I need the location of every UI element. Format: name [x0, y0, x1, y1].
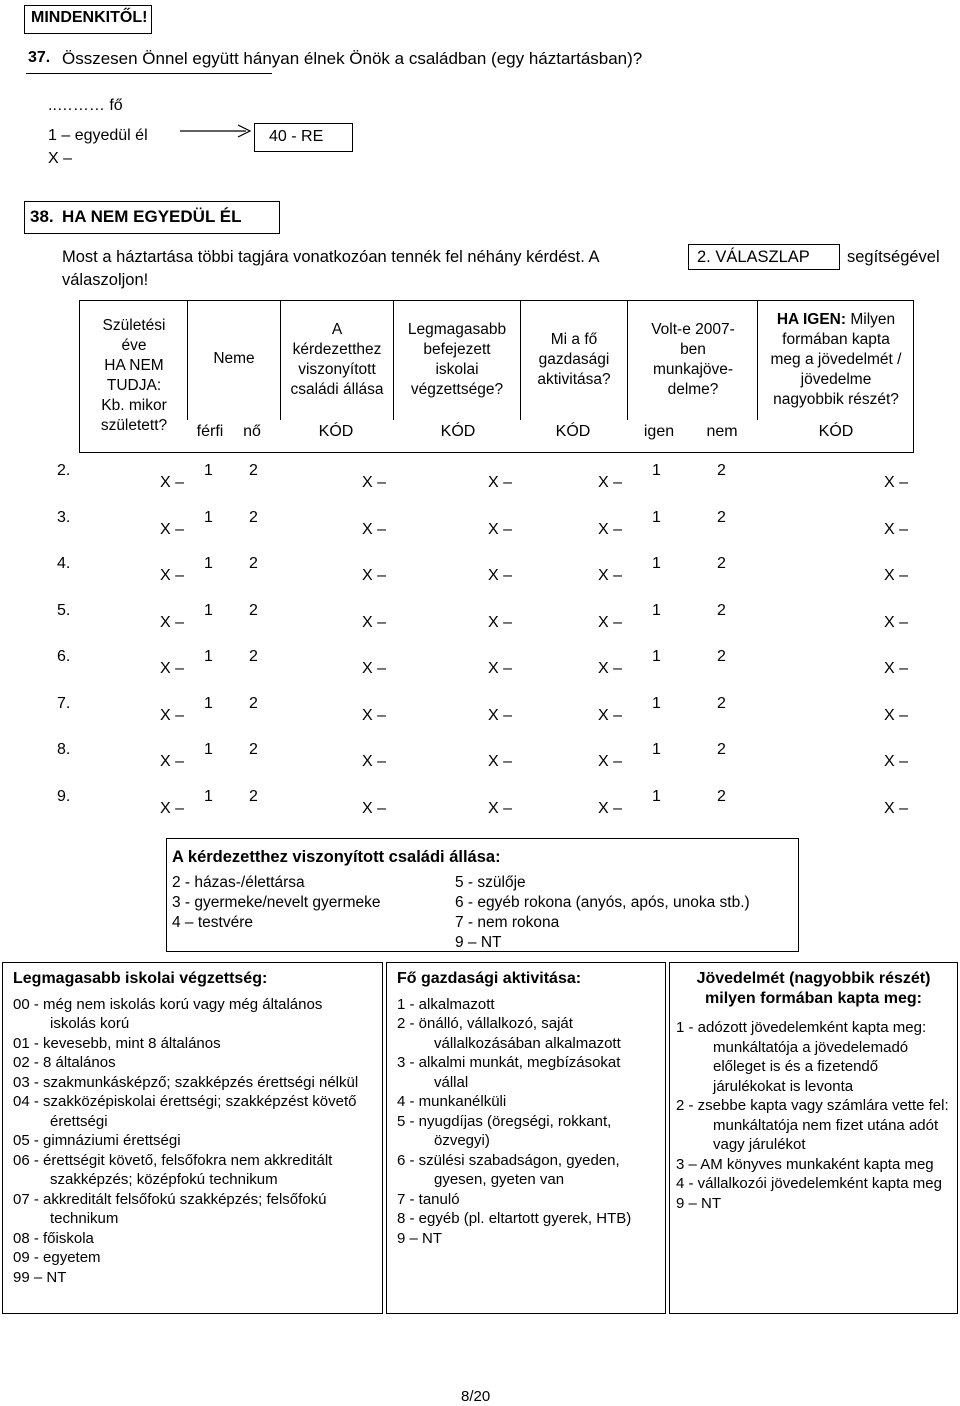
relation-legend-title: A kérdezetthez viszonyított családi állása:: [172, 848, 501, 866]
activity-legend: [386, 962, 666, 1314]
relation-code-field[interactable]: X –: [362, 474, 387, 491]
header-activity: Mi a fő gazdasági aktivitása?: [537, 331, 611, 388]
education-legend-title: Legmagasabb iskolai végzettség:: [13, 970, 268, 987]
education-legend-item: 01 - kevesebb, mint 8 általános: [13, 1034, 221, 1052]
activity-legend-item: 6 - szülési szabadságon, gyeden, gyesen, gyeten van: [397, 1151, 620, 1188]
income-form-code-field[interactable]: X –: [884, 567, 909, 584]
birth-year-field[interactable]: X –: [160, 753, 185, 770]
income-legend-item: 4 - vállalkozói jövedelemként kapta meg: [676, 1175, 942, 1192]
q37-persons: ..……… fő: [48, 97, 123, 114]
education-legend-item: 04 - szakközépiskolai érettségi; szakképzést követő érettségi: [13, 1093, 357, 1130]
q37-number: 37.: [28, 49, 51, 66]
row-number: 6.: [57, 648, 71, 665]
income-yes-option[interactable]: 1: [652, 508, 661, 526]
income-yes-option[interactable]: 1: [652, 648, 661, 665]
education-code-field[interactable]: X –: [488, 706, 513, 724]
income-legend-item: 2 - zsebbe kapta vagy számlára vette fel: munkáltatója nem fizet utána adót vagy járulékot: [676, 1097, 949, 1153]
education-legend-item: 99 – NT: [13, 1268, 67, 1286]
relation-legend-left: 2 - házas-/élettársa 3 - gyermeke/nevelt gyermeke 4 – testvére: [172, 874, 381, 931]
row-number: 5.: [57, 601, 71, 619]
unit-yes: igen: [643, 423, 675, 440]
income-form-code-field[interactable]: X –: [884, 520, 909, 538]
row-number: 7.: [57, 694, 71, 712]
income-yes-option[interactable]: 1: [652, 741, 661, 758]
education-legend-item: 00 - még nem iskolás korú vagy még általános iskolás korú: [13, 995, 323, 1032]
unit-code-activity: KÓD: [555, 423, 591, 440]
sex-female-option[interactable]: 2: [249, 508, 258, 526]
activity-legend-item: 8 - egyéb (pl. eltartott gyerek, HTB): [397, 1210, 632, 1227]
unit-male: férfi: [196, 423, 224, 440]
header-birth-year: Születési éve HA NEM TUDJA: Kb. mikor született?: [100, 317, 168, 434]
relation-code-field[interactable]: X –: [362, 567, 387, 584]
q37-text: Összesen Önnel együtt hányan élnek Önök a családban (egy háztartásban)?: [62, 49, 643, 68]
sex-male-option[interactable]: 1: [204, 787, 213, 805]
row-number: 4.: [57, 555, 71, 572]
unit-code-relation: KÓD: [318, 423, 354, 440]
education-code-field[interactable]: X –: [488, 474, 513, 491]
education-code-field[interactable]: X –: [488, 520, 513, 538]
relation-code-field[interactable]: X –: [362, 660, 387, 677]
income-form-code-field[interactable]: X –: [884, 753, 909, 770]
relation-code-field[interactable]: X –: [362, 613, 387, 631]
sex-female-option[interactable]: 2: [249, 601, 258, 619]
education-legend-item: 03 - szakmunkásképző; szakképzés érettségi nélkül: [13, 1073, 359, 1091]
activity-code-field[interactable]: X –: [598, 520, 623, 538]
row-number: 3.: [57, 508, 71, 526]
reminder-label: MINDENKITŐL!: [31, 9, 148, 26]
unit-code-income: KÓD: [818, 423, 854, 440]
unit-no: nem: [706, 423, 738, 440]
row-number: 2.: [57, 462, 71, 479]
education-legend-item: 08 - főiskola: [13, 1229, 94, 1247]
education-code-field[interactable]: X –: [488, 799, 513, 817]
education-legend-item: 09 - egyetem: [13, 1249, 101, 1266]
birth-year-field[interactable]: X –: [160, 613, 185, 631]
q38-number: 38.: [30, 207, 54, 226]
education-code-field[interactable]: X –: [488, 567, 513, 584]
income-no-option[interactable]: 2: [717, 462, 726, 479]
education-legend-item: 07 - akkreditált felsőfokú szakképzés; felsőfokú technikum: [13, 1190, 327, 1227]
header-education: Legmagasabb befejezett iskolai végzettsége?: [407, 321, 507, 398]
relation-code-field[interactable]: X –: [362, 799, 387, 817]
activity-code-field[interactable]: X –: [598, 567, 623, 584]
q38-card-label: 2. VÁLASZLAP: [697, 248, 810, 266]
income-legend-item: 1 - adózott jövedelemként kapta meg: munkáltatója a jövedelemadó előleget is és a fizetendő járulékokat is levonta: [676, 1019, 927, 1095]
income-form-code-field[interactable]: X –: [884, 706, 909, 724]
activity-legend-item: 9 – NT: [397, 1229, 443, 1247]
q38-intro: Most a háztartása többi tagjára vonatkozóan tennék fel néhány kérdést. A: [62, 248, 600, 266]
income-yes-option[interactable]: 1: [652, 555, 661, 572]
skip-arrow-icon: [180, 124, 252, 138]
sex-female-option[interactable]: 2: [249, 555, 258, 572]
birth-year-field[interactable]: X –: [160, 520, 185, 538]
birth-year-field[interactable]: X –: [160, 474, 185, 491]
education-legend: [2, 962, 383, 1314]
sex-male-option[interactable]: 1: [204, 555, 213, 572]
income-no-option[interactable]: 2: [717, 601, 726, 619]
header-income-form: HA IGEN: Milyen formában kapta meg a jövedelmét / jövedelme nagyobbik részét?: [770, 311, 902, 408]
income-yes-option[interactable]: 1: [652, 462, 661, 479]
activity-legend-title: Fő gazdasági aktivitása:: [397, 970, 582, 987]
activity-code-field[interactable]: X –: [598, 474, 623, 491]
q37-underline: [26, 73, 272, 74]
income-yes-option[interactable]: 1: [652, 787, 661, 805]
income-yes-option[interactable]: 1: [652, 694, 661, 712]
income-yes-option[interactable]: 1: [652, 601, 661, 619]
sex-male-option[interactable]: 1: [204, 462, 213, 479]
sex-female-option[interactable]: 2: [249, 741, 258, 758]
activity-code-field[interactable]: X –: [598, 660, 623, 677]
income-legend: [669, 962, 958, 1314]
income-no-option[interactable]: 2: [717, 694, 726, 712]
income-form-code-field[interactable]: X –: [884, 474, 909, 491]
income-legend-item: 9 – NT: [676, 1194, 722, 1212]
activity-legend-item: 2 - önálló, vállalkozó, saját vállalkozásában alkalmazott: [397, 1015, 621, 1052]
income-no-option[interactable]: 2: [717, 648, 726, 665]
relation-code-field[interactable]: X –: [362, 753, 387, 770]
income-form-code-field[interactable]: X –: [884, 613, 909, 631]
education-legend-item: 06 - érettségit követő, felsőfokra nem akkreditált szakképzés; középfokú technikum: [13, 1151, 333, 1188]
income-no-option[interactable]: 2: [717, 555, 726, 572]
sex-female-option[interactable]: 2: [249, 462, 258, 479]
page-number: 8/20: [461, 1388, 491, 1405]
sex-male-option[interactable]: 1: [204, 601, 213, 619]
education-legend-item: 05 - gimnáziumi érettségi: [13, 1132, 181, 1149]
activity-code-field[interactable]: X –: [598, 799, 623, 817]
sex-female-option[interactable]: 2: [249, 694, 258, 712]
education-code-field[interactable]: X –: [488, 613, 513, 631]
income-form-code-field[interactable]: X –: [884, 799, 909, 817]
sex-male-option[interactable]: 1: [204, 508, 213, 526]
q37-refuse-option: X –: [48, 150, 73, 167]
header-income-2007: Volt-e 2007- ben munkajöve- delme?: [651, 321, 735, 398]
q38-intro-cont: segítségével: [847, 248, 940, 266]
sex-male-option[interactable]: 1: [204, 648, 213, 665]
birth-year-field[interactable]: X –: [160, 567, 185, 584]
birth-year-field[interactable]: X –: [160, 799, 185, 817]
q37-alone-option: 1 – egyedül él: [48, 127, 148, 144]
activity-legend-item: 7 - tanuló: [397, 1190, 460, 1208]
activity-code-field[interactable]: X –: [598, 753, 623, 770]
birth-year-field[interactable]: X –: [160, 660, 185, 677]
sex-male-option[interactable]: 1: [204, 741, 213, 758]
relation-code-field[interactable]: X –: [362, 520, 387, 538]
row-number: 8.: [57, 741, 71, 758]
income-form-code-field[interactable]: X –: [884, 660, 909, 677]
q37-skip-label: 40 - RE: [269, 128, 324, 145]
birth-year-field[interactable]: X –: [160, 706, 185, 724]
income-no-option[interactable]: 2: [717, 787, 726, 805]
q38-intro-line2: válaszoljon!: [62, 271, 149, 289]
unit-code-education: KÓD: [440, 423, 476, 440]
education-code-field[interactable]: X –: [488, 660, 513, 677]
activity-legend-item: 3 - alkalmi munkát, megbízásokat vállal: [397, 1054, 621, 1091]
activity-legend-item: 5 - nyugdíjas (öregségi, rokkant, özvegyi): [397, 1112, 612, 1149]
activity-code-field[interactable]: X –: [598, 613, 623, 631]
sex-male-option[interactable]: 1: [204, 694, 213, 712]
education-legend-item: 02 - 8 általános: [13, 1054, 116, 1071]
income-no-option[interactable]: 2: [717, 508, 726, 526]
sex-female-option[interactable]: 2: [249, 787, 258, 805]
income-no-option[interactable]: 2: [717, 741, 726, 758]
activity-code-field[interactable]: X –: [598, 706, 623, 724]
row-number: 9.: [57, 787, 71, 805]
sex-female-option[interactable]: 2: [249, 648, 258, 665]
header-sex: Neme: [213, 350, 255, 367]
education-code-field[interactable]: X –: [488, 753, 513, 770]
relation-code-field[interactable]: X –: [362, 706, 387, 724]
activity-legend-item: 1 - alkalmazott: [397, 995, 495, 1013]
q38-condition: HA NEM EGYEDÜL ÉL: [62, 207, 242, 226]
unit-female: nő: [243, 423, 261, 440]
activity-legend-item: 4 - munkanélküli: [397, 1093, 507, 1110]
relation-legend-right: 5 - szülője 6 - egyéb rokona (anyós, após, unoka stb.) 7 - nem rokona 9 – NT: [455, 874, 750, 951]
header-relation: A kérdezetthez viszonyított családi állása: [290, 321, 384, 398]
income-legend-item: 3 – AM könyves munkaként kapta meg: [676, 1155, 934, 1173]
income-legend-title: Jövedelmét (nagyobbik részét) milyen formában kapta meg:: [696, 970, 931, 1007]
